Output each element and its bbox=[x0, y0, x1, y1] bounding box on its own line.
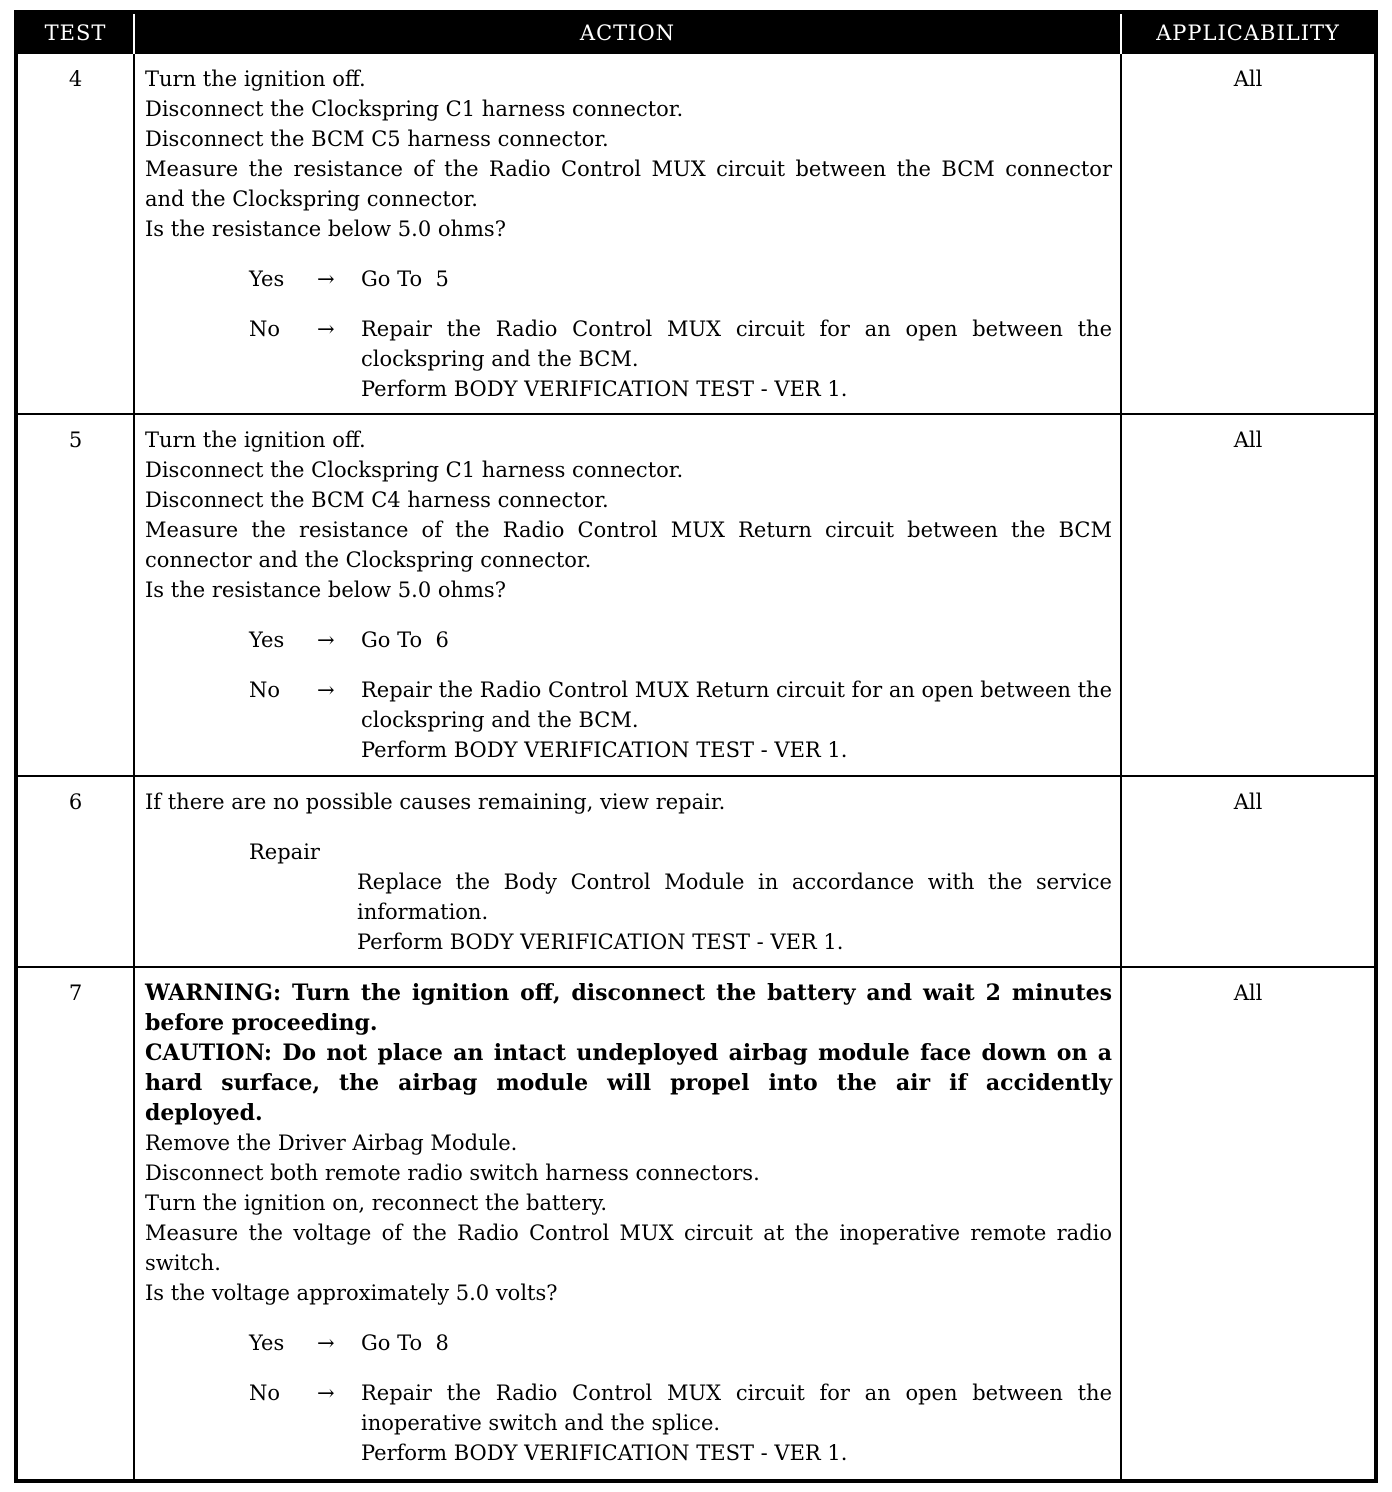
no-answer bbox=[145, 314, 1112, 404]
caution-text: CAUTION: Do not place an intact undeployed airbag module face down on a hard surface, the airbag module will propel into the air if accidently deployed. bbox=[145, 1040, 1112, 1126]
applicability-cell: All bbox=[1121, 776, 1376, 967]
action-cell bbox=[134, 776, 1121, 967]
step-text: Remove the Driver Airbag Module. bbox=[145, 1131, 518, 1155]
test-number: 4 bbox=[16, 53, 134, 414]
yes-label: Yes bbox=[249, 267, 285, 291]
question-text: Is the resistance below 5.0 ohms? bbox=[145, 578, 506, 602]
arrow-right-icon: → bbox=[317, 1331, 335, 1355]
action-cell bbox=[134, 414, 1121, 776]
action-cell bbox=[134, 967, 1121, 1481]
step-text: If there are no possible causes remaining, view repair. bbox=[145, 790, 726, 814]
yes-answer bbox=[145, 264, 1112, 294]
table-row bbox=[16, 53, 1376, 414]
no-label: No bbox=[249, 317, 281, 341]
yes-answer bbox=[145, 1328, 1112, 1358]
step-text: Disconnect the Clockspring C1 harness connector. bbox=[145, 458, 684, 482]
yes-label: Yes bbox=[249, 1331, 285, 1355]
table-header bbox=[16, 12, 1376, 53]
step-text: Disconnect both remote radio switch harness connectors. bbox=[145, 1161, 760, 1185]
no-result bbox=[361, 675, 1112, 765]
step-text: Measure the resistance of the Radio Control MUX circuit between the BCM connector and the Clockspring connector. bbox=[145, 157, 1112, 211]
step-text: Disconnect the Clockspring C1 harness connector. bbox=[145, 97, 684, 121]
warning-text: WARNING: Turn the ignition off, disconnect the battery and wait 2 minutes before proceeding. bbox=[145, 980, 1112, 1036]
repair-instruction: Repair the Radio Control MUX circuit for an open between the clockspring and the BCM. bbox=[361, 317, 1112, 371]
no-answer bbox=[145, 1378, 1112, 1468]
header-action: ACTION bbox=[134, 12, 1121, 53]
arrow-right-icon: → bbox=[317, 317, 335, 341]
header-applicability: APPLICABILITY bbox=[1121, 12, 1376, 53]
step-text: Turn the ignition off. bbox=[145, 428, 366, 452]
header-test: TEST bbox=[16, 12, 134, 53]
no-answer bbox=[145, 675, 1112, 765]
test-number: 5 bbox=[16, 414, 134, 776]
applicability-cell: All bbox=[1121, 53, 1376, 414]
step-text: Measure the voltage of the Radio Control MUX circuit at the inoperative remote radio switch. bbox=[145, 1221, 1112, 1275]
no-label: No bbox=[249, 678, 281, 702]
test-number: 7 bbox=[16, 967, 134, 1481]
applicability-cell: All bbox=[1121, 414, 1376, 776]
no-label: No bbox=[249, 1381, 281, 1405]
question-text: Is the resistance below 5.0 ohms? bbox=[145, 217, 506, 241]
no-result bbox=[361, 1378, 1112, 1468]
verification-instruction: Perform BODY VERIFICATION TEST - VER 1. bbox=[361, 738, 848, 762]
yes-answer bbox=[145, 625, 1112, 655]
arrow-right-icon: → bbox=[317, 628, 335, 652]
repair-instruction: Repair the Radio Control MUX Return circuit for an open between the clockspring and the BCM. bbox=[361, 678, 1112, 732]
action-cell bbox=[134, 53, 1121, 414]
verification-instruction: Perform BODY VERIFICATION TEST - VER 1. bbox=[361, 1441, 848, 1465]
step-text: Turn the ignition off. bbox=[145, 67, 366, 91]
diagnostic-table bbox=[14, 10, 1378, 1483]
question-text: Is the voltage approximately 5.0 volts? bbox=[145, 1281, 558, 1305]
step-text: Disconnect the BCM C5 harness connector. bbox=[145, 127, 609, 151]
repair-label: Repair bbox=[249, 840, 320, 864]
verification-instruction: Perform BODY VERIFICATION TEST - VER 1. bbox=[361, 377, 848, 401]
verification-instruction: Perform BODY VERIFICATION TEST - VER 1. bbox=[357, 930, 844, 954]
step-text: Disconnect the BCM C4 harness connector. bbox=[145, 488, 609, 512]
applicability-cell: All bbox=[1121, 967, 1376, 1481]
table-row bbox=[16, 967, 1376, 1481]
arrow-right-icon: → bbox=[317, 267, 335, 291]
no-result bbox=[361, 314, 1112, 404]
yes-label: Yes bbox=[249, 628, 285, 652]
arrow-right-icon: → bbox=[317, 1381, 335, 1405]
repair-instruction: Repair the Radio Control MUX circuit for an open between the inoperative switch and the splice. bbox=[361, 1381, 1112, 1435]
test-number: 6 bbox=[16, 776, 134, 967]
step-text: Turn the ignition on, reconnect the battery. bbox=[145, 1191, 608, 1215]
diagnostic-page bbox=[14, 10, 1378, 1483]
yes-result: Go To 5 bbox=[361, 267, 449, 291]
table-row bbox=[16, 776, 1376, 967]
table-row bbox=[16, 414, 1376, 776]
arrow-right-icon: → bbox=[317, 678, 335, 702]
yes-result: Go To 6 bbox=[361, 628, 449, 652]
repair-instruction: Replace the Body Control Module in accordance with the service information. bbox=[357, 870, 1112, 924]
step-text: Measure the resistance of the Radio Control MUX Return circuit between the BCM connector and the Clockspring connector. bbox=[145, 518, 1112, 572]
yes-result: Go To 8 bbox=[361, 1331, 449, 1355]
